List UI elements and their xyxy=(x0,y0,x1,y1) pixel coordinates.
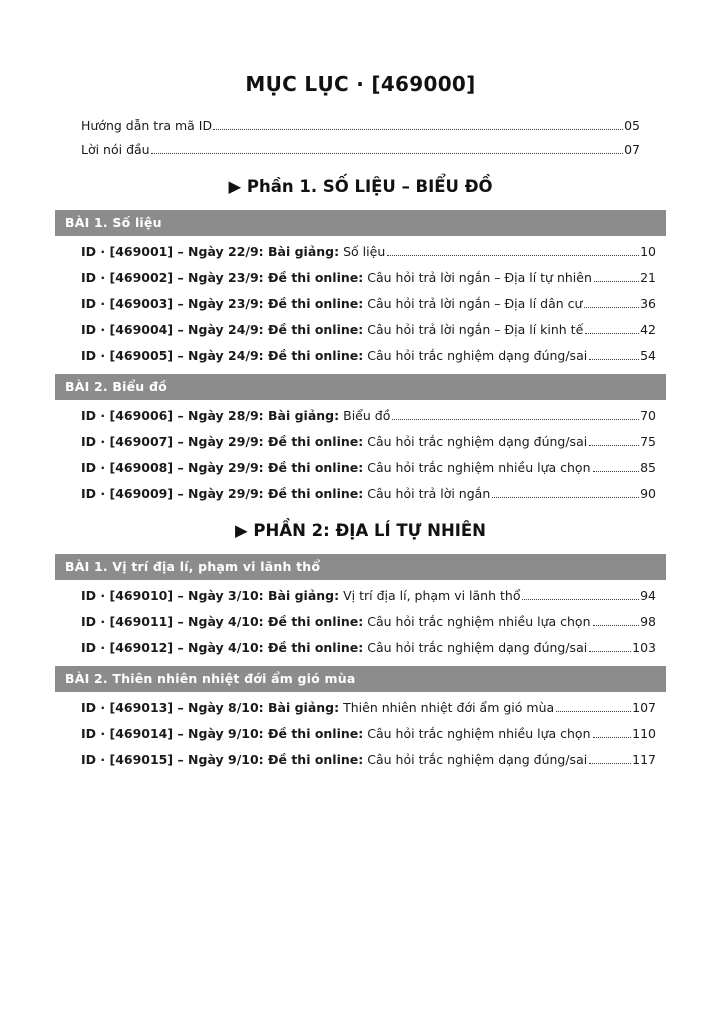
entry-desc: Câu hỏi trắc nghiệm nhiều lựa chọn xyxy=(367,614,591,629)
entry-lead: ID · [469003] – Ngày 23/9: Đề thi online: xyxy=(81,296,364,311)
section-header-bar: BÀI 2. Thiên nhiên nhiệt đới ẩm gió mùa xyxy=(55,666,666,692)
leader-dots xyxy=(589,445,639,446)
leader-dots xyxy=(151,153,624,154)
leader-dots xyxy=(392,419,639,420)
part-heading-2: ▶ PHẦN 2: ĐỊA LÍ TỰ NHIÊN xyxy=(235,521,486,540)
toc-entry[interactable] xyxy=(55,460,666,475)
entry-lead: ID · [469013] – Ngày 8/10: Bài giảng: xyxy=(81,700,340,715)
page-number: 110 xyxy=(632,726,656,741)
entry-lead: ID · [469002] – Ngày 23/9: Đề thi online: xyxy=(81,270,364,285)
entry-lead: ID · [469012] – Ngày 4/10: Đề thi online: xyxy=(81,640,364,655)
page-number: 10 xyxy=(640,244,656,259)
entry-desc: Thiên nhiên nhiệt đới ẩm gió mùa xyxy=(343,700,555,715)
entry-desc: Số liệu xyxy=(343,244,386,259)
entry-lead: ID · [469005] – Ngày 24/9: Đề thi online: xyxy=(81,348,364,363)
page-number: 36 xyxy=(640,296,656,311)
leader-dots xyxy=(593,737,632,738)
toc-entry[interactable] xyxy=(55,726,666,741)
section-header-bar: BÀI 1. Số liệu xyxy=(55,210,666,236)
page-number: 107 xyxy=(632,700,656,715)
page-title: MỤC LỤC · [469000] xyxy=(245,72,476,96)
leader-dots xyxy=(593,471,640,472)
page-number: 85 xyxy=(640,460,656,475)
page-number: 70 xyxy=(640,408,656,423)
entry-desc: Câu hỏi trả lời ngắn – Địa lí tự nhiên xyxy=(367,270,592,285)
entry-lead: ID · [469007] – Ngày 29/9: Đề thi online: xyxy=(81,434,364,449)
page-number: 75 xyxy=(640,434,656,449)
entry-desc: Câu hỏi trắc nghiệm dạng đúng/sai xyxy=(367,752,588,767)
toc-entry-label: Hướng dẫn tra mã ID xyxy=(81,118,213,133)
page-number: 94 xyxy=(640,588,656,603)
entry-desc: Vị trí địa lí, phạm vi lãnh thổ xyxy=(343,588,521,603)
toc-entry[interactable] xyxy=(55,348,666,363)
leader-dots xyxy=(584,307,639,308)
entry-lead: ID · [469014] – Ngày 9/10: Đề thi online: xyxy=(81,726,364,741)
entry-lead: ID · [469011] – Ngày 4/10: Đề thi online: xyxy=(81,614,364,629)
entry-lead: ID · [469010] – Ngày 3/10: Bài giảng: xyxy=(81,588,340,603)
entry-desc: Câu hỏi trả lời ngắn – Địa lí kinh tế xyxy=(367,322,584,337)
section-header-bar: BÀI 2. Biểu đồ xyxy=(55,374,666,400)
leader-dots xyxy=(593,625,640,626)
entry-lead: ID · [469015] – Ngày 9/10: Đề thi online: xyxy=(81,752,364,767)
entry-lead: ID · [469008] – Ngày 29/9: Đề thi online: xyxy=(81,460,364,475)
leader-dots xyxy=(387,255,639,256)
entry-desc: Câu hỏi trả lời ngắn xyxy=(367,486,491,501)
toc-entry[interactable] xyxy=(55,700,666,715)
leader-dots xyxy=(589,651,631,652)
toc-front-matter-item[interactable] xyxy=(55,118,666,133)
leader-dots xyxy=(589,763,631,764)
toc-entry[interactable] xyxy=(55,322,666,337)
part-heading-1: ▶ Phần 1. SỐ LIỆU – BIỂU ĐỒ xyxy=(228,177,493,196)
leader-dots xyxy=(492,497,639,498)
page-number: 98 xyxy=(640,614,656,629)
toc-front-matter-item[interactable] xyxy=(55,142,666,157)
entry-desc: Biểu đồ xyxy=(343,408,391,423)
toc-entry[interactable] xyxy=(55,270,666,285)
leader-dots xyxy=(585,333,639,334)
leader-dots xyxy=(522,599,639,600)
page-number: 117 xyxy=(632,752,656,767)
toc-entry[interactable] xyxy=(55,588,666,603)
page-number: 54 xyxy=(640,348,656,363)
page-number: 07 xyxy=(624,142,640,157)
toc-entry[interactable] xyxy=(55,244,666,259)
page-number: 05 xyxy=(624,118,640,133)
toc-entry[interactable] xyxy=(55,614,666,629)
toc-entry[interactable] xyxy=(55,640,666,655)
section-header-bar: BÀI 1. Vị trí địa lí, phạm vi lãnh thổ xyxy=(55,554,666,580)
toc-entry[interactable] xyxy=(55,296,666,311)
toc-entry[interactable] xyxy=(55,434,666,449)
entry-lead: ID · [469006] – Ngày 28/9: Bài giảng: xyxy=(81,408,340,423)
entry-desc: Câu hỏi trắc nghiệm dạng đúng/sai xyxy=(367,348,588,363)
entry-lead: ID · [469009] – Ngày 29/9: Đề thi online: xyxy=(81,486,364,501)
leader-dots xyxy=(594,281,639,282)
page-number: 90 xyxy=(640,486,656,501)
entry-desc: Câu hỏi trả lời ngắn – Địa lí dân cư xyxy=(367,296,583,311)
toc-entry[interactable] xyxy=(55,752,666,767)
leader-dots xyxy=(589,359,639,360)
toc-entry-label: Lời nói đầu xyxy=(81,142,150,157)
entry-desc: Câu hỏi trắc nghiệm nhiều lựa chọn xyxy=(367,726,591,741)
entry-desc: Câu hỏi trắc nghiệm dạng đúng/sai xyxy=(367,640,588,655)
page-number: 103 xyxy=(632,640,656,655)
toc-entry[interactable] xyxy=(55,408,666,423)
entry-lead: ID · [469001] – Ngày 22/9: Bài giảng: xyxy=(81,244,340,259)
entry-desc: Câu hỏi trắc nghiệm dạng đúng/sai xyxy=(367,434,588,449)
leader-dots xyxy=(556,711,631,712)
toc-entry[interactable] xyxy=(55,486,666,501)
leader-dots xyxy=(213,129,623,130)
page-number: 42 xyxy=(640,322,656,337)
entry-lead: ID · [469004] – Ngày 24/9: Đề thi online: xyxy=(81,322,364,337)
entry-desc: Câu hỏi trắc nghiệm nhiều lựa chọn xyxy=(367,460,591,475)
page-number: 21 xyxy=(640,270,656,285)
